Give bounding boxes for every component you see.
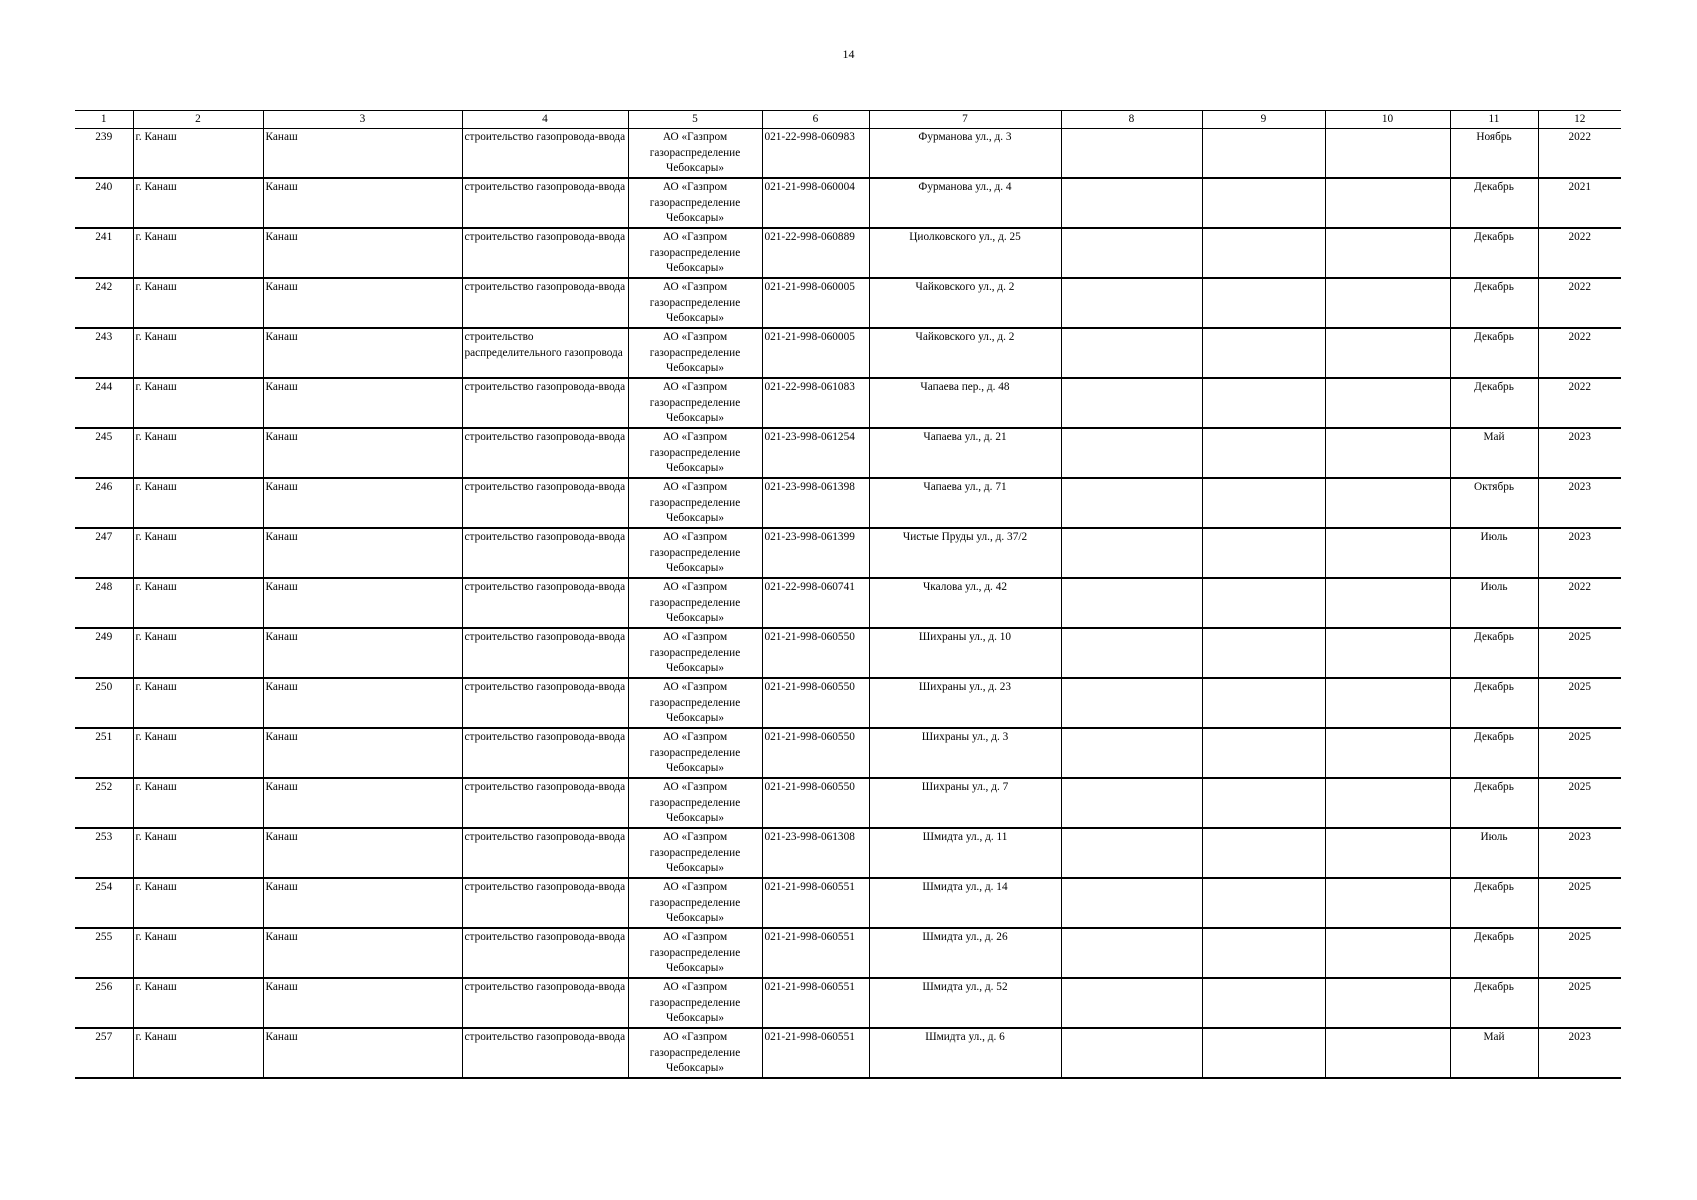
cell-city: г. Канаш (133, 828, 263, 878)
cell-city: г. Канаш (133, 1028, 263, 1078)
cell-address: Чапаева ул., д. 21 (869, 428, 1061, 478)
cell-code: 021-21-998-060551 (762, 928, 869, 978)
cell-settlement: Канаш (263, 178, 462, 228)
cell-year: 2022 (1538, 328, 1621, 378)
cell-city: г. Канаш (133, 728, 263, 778)
cell-organization: АО «Газпром газораспределение Чебоксары» (628, 628, 762, 678)
cell-city: г. Канаш (133, 928, 263, 978)
cell-address: Циолковского ул., д. 25 (869, 228, 1061, 278)
cell-year: 2025 (1538, 878, 1621, 928)
column-header: 4 (462, 111, 628, 129)
cell-city: г. Канаш (133, 129, 263, 179)
cell-month: Декабрь (1450, 878, 1538, 928)
cell-address: Чайковского ул., д. 2 (869, 278, 1061, 328)
cell-organization: АО «Газпром газораспределение Чебоксары» (628, 378, 762, 428)
table-row (75, 828, 1621, 878)
cell-organization: АО «Газпром газораспределение Чебоксары» (628, 678, 762, 728)
cell-year: 2025 (1538, 628, 1621, 678)
column-header: 10 (1325, 111, 1450, 129)
registry-table (75, 110, 1621, 1079)
cell-col8 (1061, 278, 1202, 328)
cell-col8 (1061, 878, 1202, 928)
cell-col10 (1325, 1028, 1450, 1078)
cell-col8 (1061, 428, 1202, 478)
cell-city: г. Канаш (133, 878, 263, 928)
cell-code: 021-23-998-061254 (762, 428, 869, 478)
cell-year: 2023 (1538, 528, 1621, 578)
cell-col10 (1325, 678, 1450, 728)
row-number: 245 (75, 428, 133, 478)
cell-year: 2025 (1538, 728, 1621, 778)
cell-month: Декабрь (1450, 778, 1538, 828)
cell-month: Июль (1450, 578, 1538, 628)
cell-col9 (1202, 129, 1325, 179)
cell-col8 (1061, 678, 1202, 728)
row-number: 252 (75, 778, 133, 828)
cell-col10 (1325, 278, 1450, 328)
cell-year: 2021 (1538, 178, 1621, 228)
cell-organization: АО «Газпром газораспределение Чебоксары» (628, 528, 762, 578)
table-row (75, 778, 1621, 828)
row-number: 255 (75, 928, 133, 978)
cell-month: Декабрь (1450, 628, 1538, 678)
cell-address: Чистые Пруды ул., д. 37/2 (869, 528, 1061, 578)
cell-settlement: Канаш (263, 628, 462, 678)
cell-organization: АО «Газпром газораспределение Чебоксары» (628, 928, 762, 978)
cell-city: г. Канаш (133, 278, 263, 328)
cell-col10 (1325, 828, 1450, 878)
cell-settlement: Канаш (263, 978, 462, 1028)
cell-address: Чапаева пер., д. 48 (869, 378, 1061, 428)
cell-organization: АО «Газпром газораспределение Чебоксары» (628, 578, 762, 628)
cell-year: 2025 (1538, 778, 1621, 828)
cell-code: 021-23-998-061399 (762, 528, 869, 578)
cell-month: Декабрь (1450, 328, 1538, 378)
cell-year: 2025 (1538, 928, 1621, 978)
table-body (75, 129, 1621, 1079)
cell-code: 021-23-998-061398 (762, 478, 869, 528)
row-number: 249 (75, 628, 133, 678)
cell-organization: АО «Газпром газораспределение Чебоксары» (628, 328, 762, 378)
cell-settlement: Канаш (263, 378, 462, 428)
row-number: 247 (75, 528, 133, 578)
column-header: 5 (628, 111, 762, 129)
cell-year: 2022 (1538, 578, 1621, 628)
cell-work-type: строительство газопровода-ввода (462, 378, 628, 428)
cell-organization: АО «Газпром газораспределение Чебоксары» (628, 1028, 762, 1078)
cell-col8 (1061, 778, 1202, 828)
cell-col9 (1202, 728, 1325, 778)
cell-city: г. Канаш (133, 378, 263, 428)
cell-address: Шмидта ул., д. 52 (869, 978, 1061, 1028)
cell-col10 (1325, 628, 1450, 678)
row-number: 253 (75, 828, 133, 878)
cell-address: Чкалова ул., д. 42 (869, 578, 1061, 628)
cell-code: 021-21-998-060551 (762, 1028, 869, 1078)
cell-col9 (1202, 528, 1325, 578)
cell-year: 2022 (1538, 228, 1621, 278)
cell-city: г. Канаш (133, 478, 263, 528)
cell-col8 (1061, 578, 1202, 628)
cell-code: 021-21-998-060551 (762, 878, 869, 928)
cell-settlement: Канаш (263, 278, 462, 328)
cell-city: г. Канаш (133, 428, 263, 478)
cell-city: г. Канаш (133, 628, 263, 678)
table-row (75, 378, 1621, 428)
row-number: 246 (75, 478, 133, 528)
cell-year: 2025 (1538, 678, 1621, 728)
cell-col9 (1202, 278, 1325, 328)
cell-settlement: Канаш (263, 428, 462, 478)
cell-month: Октябрь (1450, 478, 1538, 528)
cell-code: 021-21-998-060550 (762, 778, 869, 828)
cell-settlement: Канаш (263, 828, 462, 878)
cell-month: Май (1450, 428, 1538, 478)
cell-settlement: Канаш (263, 328, 462, 378)
cell-organization: АО «Газпром газораспределение Чебоксары» (628, 828, 762, 878)
cell-settlement: Канаш (263, 528, 462, 578)
cell-year: 2023 (1538, 428, 1621, 478)
cell-month: Декабрь (1450, 678, 1538, 728)
table-row (75, 328, 1621, 378)
cell-col8 (1061, 228, 1202, 278)
cell-col8 (1061, 129, 1202, 179)
cell-col8 (1061, 328, 1202, 378)
cell-address: Фурманова ул., д. 4 (869, 178, 1061, 228)
cell-month: Декабрь (1450, 378, 1538, 428)
cell-col8 (1061, 728, 1202, 778)
cell-settlement: Канаш (263, 778, 462, 828)
cell-city: г. Канаш (133, 678, 263, 728)
cell-address: Шихраны ул., д. 23 (869, 678, 1061, 728)
cell-col8 (1061, 378, 1202, 428)
cell-work-type: строительство газопровода-ввода (462, 578, 628, 628)
cell-col10 (1325, 228, 1450, 278)
cell-work-type: строительство газопровода-ввода (462, 528, 628, 578)
cell-month: Июль (1450, 528, 1538, 578)
row-number: 240 (75, 178, 133, 228)
table-row (75, 578, 1621, 628)
cell-col9 (1202, 228, 1325, 278)
cell-col10 (1325, 478, 1450, 528)
table-row (75, 628, 1621, 678)
cell-code: 021-22-998-060983 (762, 129, 869, 179)
cell-code: 021-21-998-060005 (762, 328, 869, 378)
table-row (75, 978, 1621, 1028)
row-number: 256 (75, 978, 133, 1028)
cell-col10 (1325, 378, 1450, 428)
cell-col10 (1325, 978, 1450, 1028)
cell-year: 2023 (1538, 828, 1621, 878)
table-row (75, 178, 1621, 228)
cell-settlement: Канаш (263, 928, 462, 978)
cell-city: г. Канаш (133, 978, 263, 1028)
cell-col10 (1325, 728, 1450, 778)
cell-address: Шмидта ул., д. 14 (869, 878, 1061, 928)
cell-year: 2022 (1538, 129, 1621, 179)
cell-organization: АО «Газпром газораспределение Чебоксары» (628, 278, 762, 328)
cell-year: 2022 (1538, 278, 1621, 328)
row-number: 241 (75, 228, 133, 278)
cell-code: 021-21-998-060551 (762, 978, 869, 1028)
cell-organization: АО «Газпром газораспределение Чебоксары» (628, 129, 762, 179)
table-row (75, 278, 1621, 328)
cell-work-type: строительство газопровода-ввода (462, 178, 628, 228)
cell-settlement: Канаш (263, 678, 462, 728)
row-number: 251 (75, 728, 133, 778)
cell-address: Фурманова ул., д. 3 (869, 129, 1061, 179)
cell-settlement: Канаш (263, 478, 462, 528)
cell-settlement: Канаш (263, 129, 462, 179)
table-row (75, 728, 1621, 778)
table-row (75, 129, 1621, 179)
cell-address: Чапаева ул., д. 71 (869, 478, 1061, 528)
cell-address: Шмидта ул., д. 11 (869, 828, 1061, 878)
cell-work-type: строительство газопровода-ввода (462, 1028, 628, 1078)
cell-city: г. Канаш (133, 328, 263, 378)
cell-col9 (1202, 428, 1325, 478)
table-row (75, 528, 1621, 578)
cell-col8 (1061, 528, 1202, 578)
cell-code: 021-22-998-060741 (762, 578, 869, 628)
cell-work-type: строительство газопровода-ввода (462, 978, 628, 1028)
cell-col9 (1202, 878, 1325, 928)
cell-col9 (1202, 378, 1325, 428)
cell-col10 (1325, 528, 1450, 578)
cell-year: 2023 (1538, 478, 1621, 528)
cell-code: 021-21-998-060550 (762, 678, 869, 728)
column-header: 1 (75, 111, 133, 129)
column-header: 3 (263, 111, 462, 129)
cell-col9 (1202, 978, 1325, 1028)
column-header: 7 (869, 111, 1061, 129)
cell-code: 021-22-998-061083 (762, 378, 869, 428)
cell-organization: АО «Газпром газораспределение Чебоксары» (628, 228, 762, 278)
cell-col8 (1061, 178, 1202, 228)
cell-address: Шмидта ул., д. 6 (869, 1028, 1061, 1078)
cell-col8 (1061, 828, 1202, 878)
cell-col9 (1202, 778, 1325, 828)
cell-work-type: строительство газопровода-ввода (462, 129, 628, 179)
cell-col10 (1325, 428, 1450, 478)
row-number: 244 (75, 378, 133, 428)
cell-month: Декабрь (1450, 228, 1538, 278)
table-row (75, 678, 1621, 728)
cell-settlement: Канаш (263, 578, 462, 628)
cell-month: Май (1450, 1028, 1538, 1078)
cell-month: Декабрь (1450, 978, 1538, 1028)
cell-work-type: строительство газопровода-ввода (462, 778, 628, 828)
row-number: 248 (75, 578, 133, 628)
table-row (75, 228, 1621, 278)
cell-city: г. Канаш (133, 778, 263, 828)
cell-settlement: Канаш (263, 878, 462, 928)
cell-col8 (1061, 1028, 1202, 1078)
column-header: 9 (1202, 111, 1325, 129)
cell-year: 2022 (1538, 378, 1621, 428)
cell-col10 (1325, 928, 1450, 978)
page-number: 14 (842, 47, 855, 61)
cell-month: Ноябрь (1450, 129, 1538, 179)
column-header: 8 (1061, 111, 1202, 129)
column-header: 2 (133, 111, 263, 129)
cell-col8 (1061, 478, 1202, 528)
table-row (75, 878, 1621, 928)
cell-year: 2025 (1538, 978, 1621, 1028)
cell-col10 (1325, 129, 1450, 179)
cell-organization: АО «Газпром газораспределение Чебоксары» (628, 778, 762, 828)
cell-col8 (1061, 978, 1202, 1028)
cell-col9 (1202, 578, 1325, 628)
header-row (75, 111, 1621, 129)
cell-col9 (1202, 328, 1325, 378)
cell-organization: АО «Газпром газораспределение Чебоксары» (628, 178, 762, 228)
cell-code: 021-23-998-061308 (762, 828, 869, 878)
table-row (75, 428, 1621, 478)
table-row (75, 1028, 1621, 1078)
cell-organization: АО «Газпром газораспределение Чебоксары» (628, 878, 762, 928)
cell-col9 (1202, 178, 1325, 228)
cell-code: 021-21-998-060005 (762, 278, 869, 328)
cell-year: 2023 (1538, 1028, 1621, 1078)
cell-address: Шмидта ул., д. 26 (869, 928, 1061, 978)
cell-settlement: Канаш (263, 728, 462, 778)
cell-settlement: Канаш (263, 228, 462, 278)
table-row (75, 478, 1621, 528)
row-number: 250 (75, 678, 133, 728)
cell-city: г. Канаш (133, 178, 263, 228)
cell-month: Декабрь (1450, 178, 1538, 228)
row-number: 254 (75, 878, 133, 928)
cell-col10 (1325, 878, 1450, 928)
cell-work-type: строительство газопровода-ввода (462, 428, 628, 478)
cell-month: Декабрь (1450, 278, 1538, 328)
cell-col10 (1325, 328, 1450, 378)
row-number: 239 (75, 129, 133, 179)
cell-work-type: строительство газопровода-ввода (462, 278, 628, 328)
cell-col8 (1061, 928, 1202, 978)
cell-address: Шихраны ул., д. 10 (869, 628, 1061, 678)
cell-city: г. Канаш (133, 578, 263, 628)
cell-city: г. Канаш (133, 228, 263, 278)
cell-col9 (1202, 478, 1325, 528)
cell-col8 (1061, 628, 1202, 678)
cell-col10 (1325, 778, 1450, 828)
cell-work-type: строительство газопровода-ввода (462, 628, 628, 678)
cell-month: Декабрь (1450, 728, 1538, 778)
cell-work-type: строительство газопровода-ввода (462, 228, 628, 278)
cell-work-type: строительство газопровода-ввода (462, 728, 628, 778)
cell-month: Декабрь (1450, 928, 1538, 978)
cell-organization: АО «Газпром газораспределение Чебоксары» (628, 728, 762, 778)
cell-work-type: строительство газопровода-ввода (462, 878, 628, 928)
row-number: 257 (75, 1028, 133, 1078)
column-header: 6 (762, 111, 869, 129)
cell-address: Шихраны ул., д. 7 (869, 778, 1061, 828)
cell-col9 (1202, 1028, 1325, 1078)
cell-city: г. Канаш (133, 528, 263, 578)
table-row (75, 928, 1621, 978)
cell-code: 021-22-998-060889 (762, 228, 869, 278)
column-header: 11 (1450, 111, 1538, 129)
cell-col9 (1202, 628, 1325, 678)
row-number: 242 (75, 278, 133, 328)
cell-col10 (1325, 578, 1450, 628)
cell-month: Июль (1450, 828, 1538, 878)
cell-col10 (1325, 178, 1450, 228)
cell-address: Шихраны ул., д. 3 (869, 728, 1061, 778)
cell-work-type: строительство газопровода-ввода (462, 678, 628, 728)
cell-code: 021-21-998-060004 (762, 178, 869, 228)
row-number: 243 (75, 328, 133, 378)
cell-col9 (1202, 928, 1325, 978)
cell-organization: АО «Газпром газораспределение Чебоксары» (628, 978, 762, 1028)
cell-organization: АО «Газпром газораспределение Чебоксары» (628, 428, 762, 478)
cell-work-type: строительство газопровода-ввода (462, 478, 628, 528)
cell-settlement: Канаш (263, 1028, 462, 1078)
cell-col9 (1202, 828, 1325, 878)
cell-work-type: строительство распределительного газопровода (462, 328, 628, 378)
cell-address: Чайковского ул., д. 2 (869, 328, 1061, 378)
cell-col9 (1202, 678, 1325, 728)
cell-work-type: строительство газопровода-ввода (462, 928, 628, 978)
cell-work-type: строительство газопровода-ввода (462, 828, 628, 878)
column-header: 12 (1538, 111, 1621, 129)
cell-organization: АО «Газпром газораспределение Чебоксары» (628, 478, 762, 528)
cell-code: 021-21-998-060550 (762, 728, 869, 778)
cell-code: 021-21-998-060550 (762, 628, 869, 678)
